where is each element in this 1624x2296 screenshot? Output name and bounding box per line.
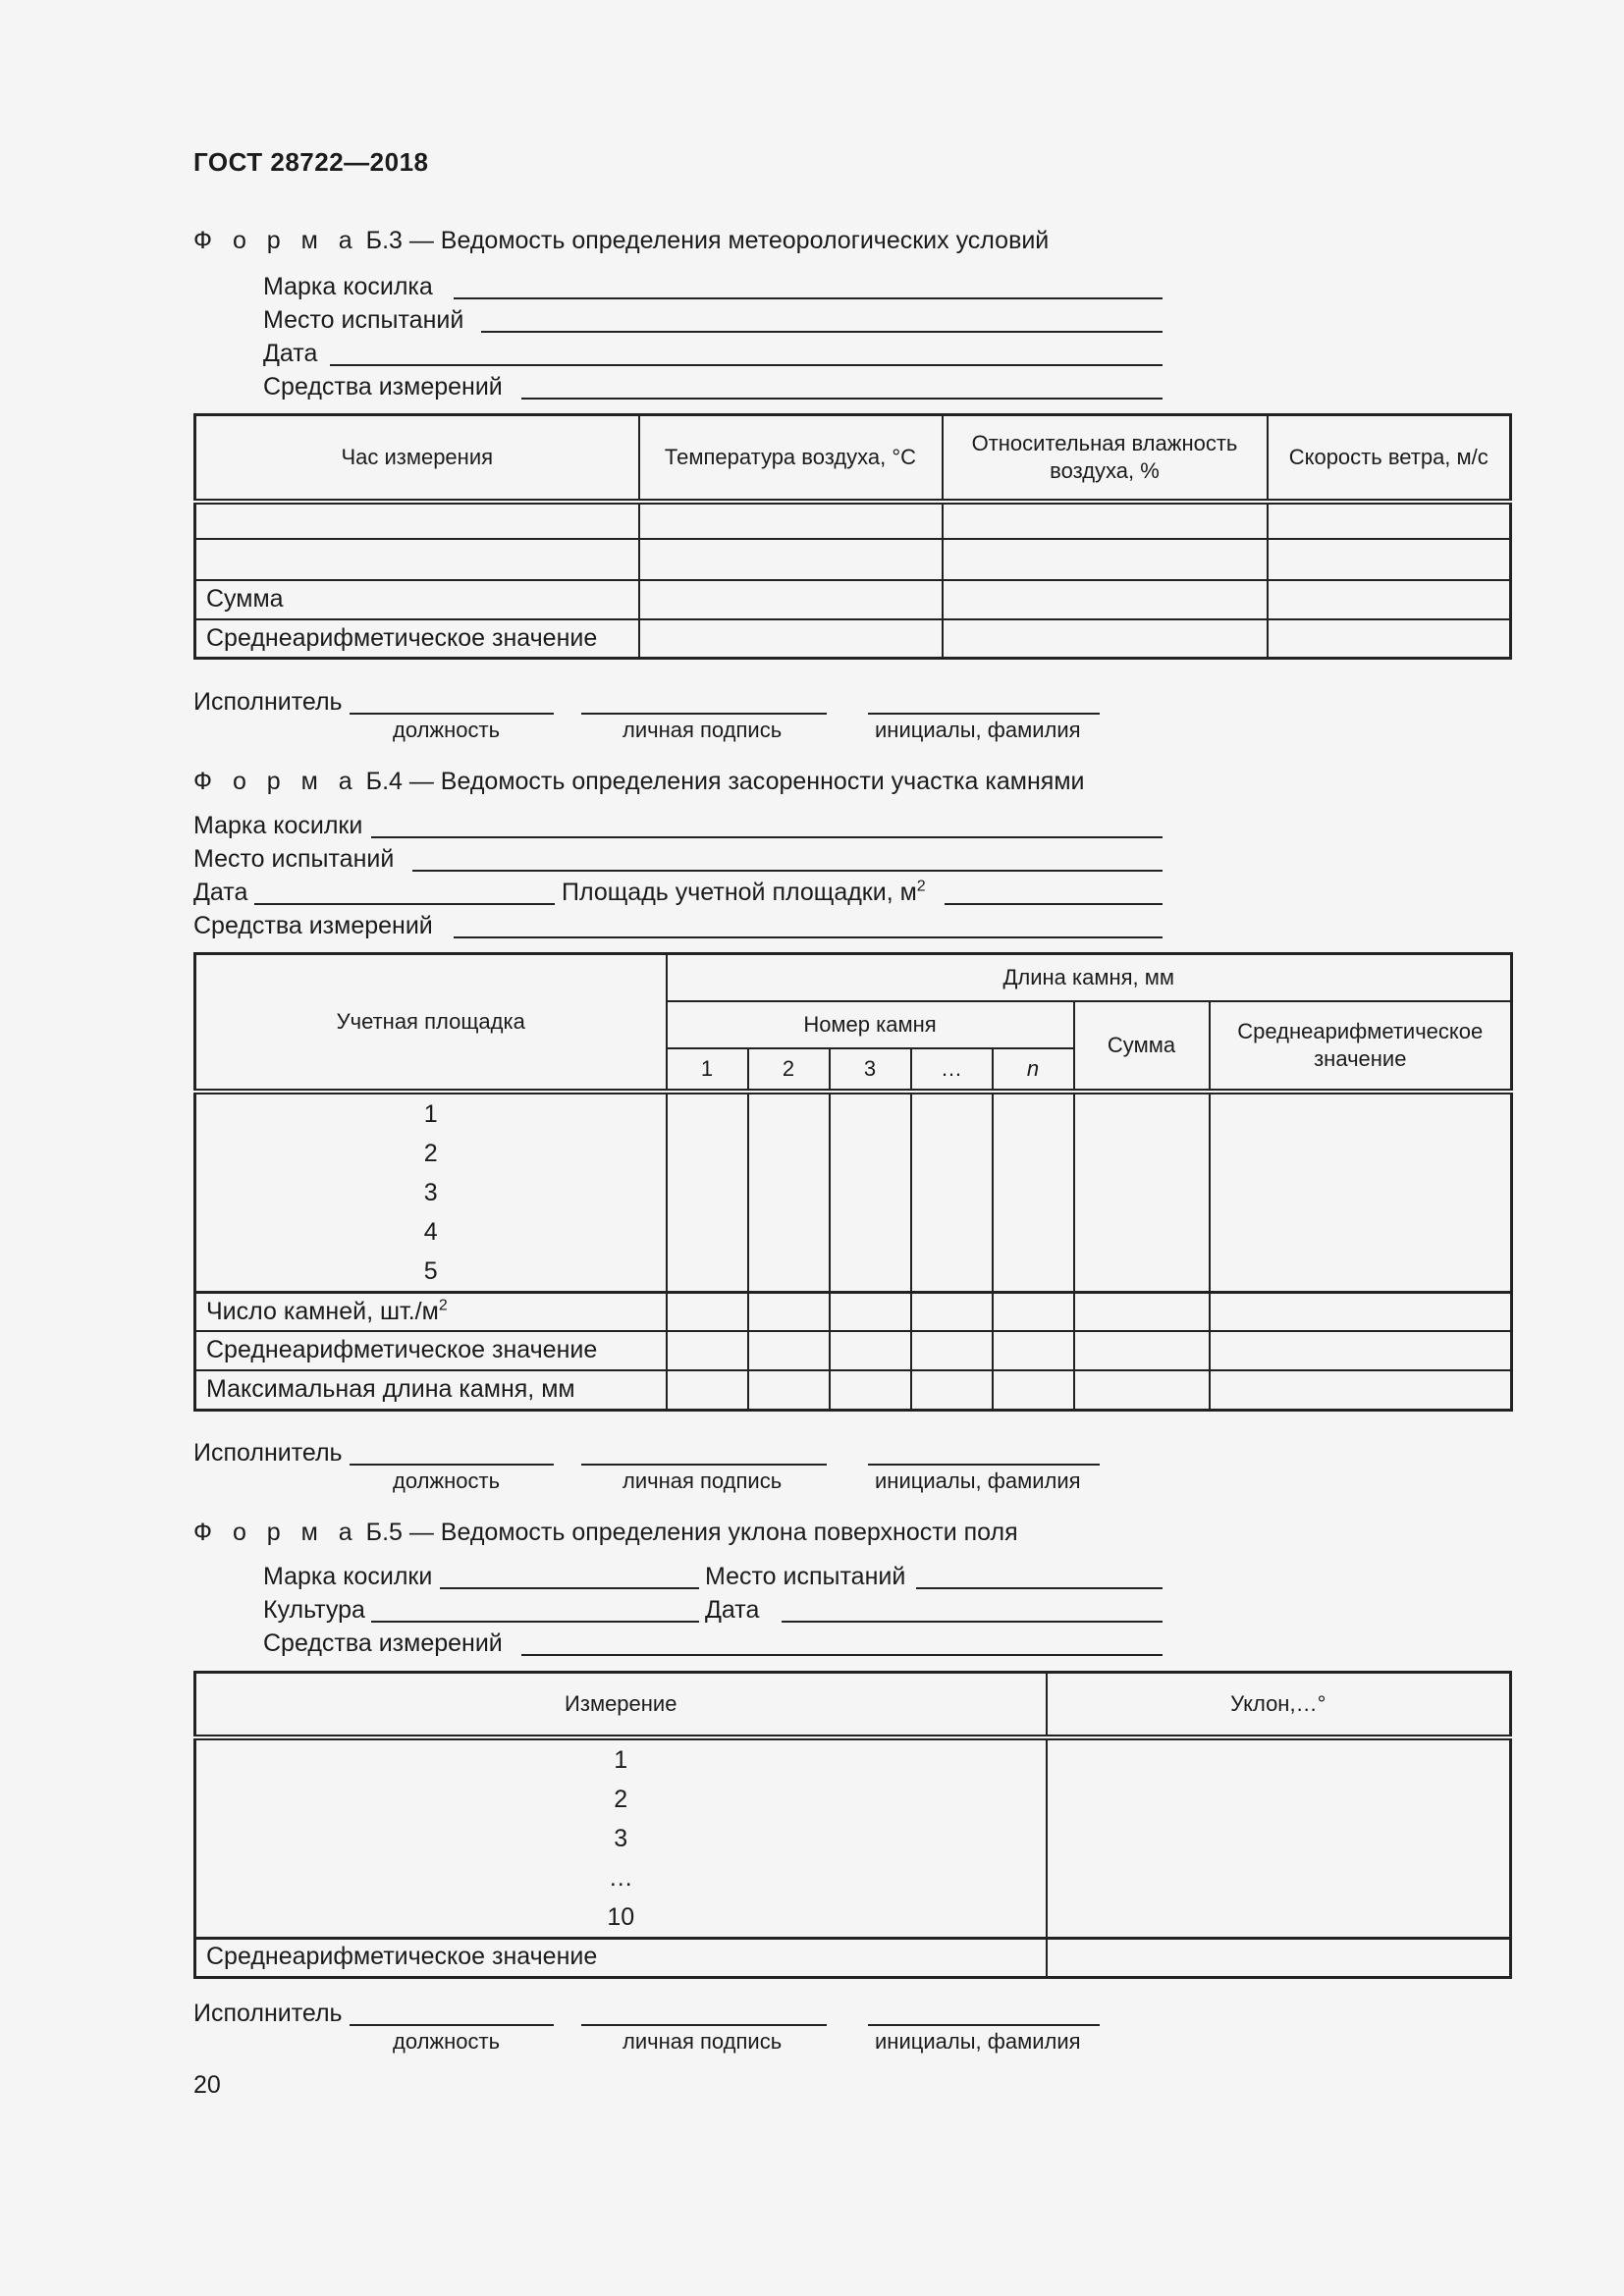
form-b4-brand-line[interactable] xyxy=(371,836,1163,838)
form-b5-brand-line[interactable] xyxy=(440,1587,699,1589)
form-b4-place-label: Место испытаний xyxy=(193,845,395,873)
plot-number: 3 xyxy=(423,1178,438,1206)
row-label-max: Максимальная длина камня, мм xyxy=(195,1370,667,1410)
measurement-list xyxy=(195,1737,1047,1939)
form-b5-culture-line[interactable] xyxy=(371,1621,699,1623)
table-row xyxy=(195,1331,1512,1370)
form-b5-table xyxy=(193,1671,1512,1979)
plot-list xyxy=(195,1092,667,1293)
col-header-slope: Уклон,…° xyxy=(1047,1673,1511,1737)
form-b4-table xyxy=(193,952,1513,1412)
measurement-number: 3 xyxy=(614,1824,628,1852)
col-header-wind: Скорость ветра, м/с xyxy=(1268,415,1511,502)
form-b4-title xyxy=(193,768,1084,796)
measurement-number: 2 xyxy=(614,1785,628,1813)
row-label-mean: Среднеарифметическое значение xyxy=(195,1331,667,1370)
caption-position: должность xyxy=(393,1468,501,1493)
row-label-count: Число камней, $шт./м^2$ xyxy=(195,1292,667,1331)
col-stone-n: n xyxy=(993,1048,1074,1092)
form-b5-brand-label: Марка косилки xyxy=(263,1563,433,1590)
table-row xyxy=(195,1938,1511,1977)
table-row xyxy=(195,1737,1511,1939)
executor-signature-line[interactable] xyxy=(581,2024,827,2026)
table-row xyxy=(195,580,1511,619)
table-row xyxy=(195,1292,1512,1331)
plot-number: 2 xyxy=(423,1139,438,1167)
row-label-mean: Среднеарифметическое значение xyxy=(195,1938,1047,1977)
form-b3-date-label: Дата xyxy=(263,340,318,367)
measurement-number: … xyxy=(608,1863,633,1892)
table-row xyxy=(195,539,1511,580)
executor-position-line[interactable] xyxy=(350,713,554,715)
col-header-humidity: Относительная влажность воздуха, % xyxy=(943,415,1268,502)
form-b3-date-line[interactable] xyxy=(330,364,1163,366)
caption-signature: личная подпись xyxy=(623,718,783,742)
table-row xyxy=(195,1092,1512,1293)
row-label-mean: Среднеарифметическое значение xyxy=(195,619,639,659)
measurement-number: 1 xyxy=(614,1745,628,1774)
col-header-hour: Час измерения xyxy=(195,415,639,502)
form-b4-title-prefix: Ф о р м а xyxy=(193,768,359,795)
caption-position: должность xyxy=(393,2029,501,2054)
executor-label: Исполнитель xyxy=(193,688,343,716)
form-b4-area-line[interactable] xyxy=(945,903,1163,905)
col-header-plot: Учетная площадка xyxy=(195,954,667,1092)
executor-name-line[interactable] xyxy=(868,1464,1100,1466)
col-header-stone-number: Номер камня xyxy=(667,1001,1074,1048)
form-b3-brand-line[interactable] xyxy=(454,297,1163,299)
table-row xyxy=(195,502,1511,539)
form-b3-title-prefix: Ф о р м а xyxy=(193,227,359,254)
form-b5-place-label: Место испытаний xyxy=(705,1563,906,1590)
plot-number: 5 xyxy=(423,1256,438,1285)
form-b5-title-prefix: Ф о р м а xyxy=(193,1519,359,1546)
form-b3-means-label: Средства измерений xyxy=(263,373,503,400)
form-b3-table xyxy=(193,413,1512,660)
col-stone-2: 2 xyxy=(748,1048,830,1092)
form-b5-title xyxy=(193,1519,1018,1547)
plot-number: 4 xyxy=(423,1217,438,1246)
executor-name-line[interactable] xyxy=(868,2024,1100,2026)
page-number: 20 xyxy=(193,2071,221,2099)
form-b5-culture-label: Культура xyxy=(263,1596,365,1624)
form-b3-means-line[interactable] xyxy=(521,398,1163,400)
col-stone-1: 1 xyxy=(667,1048,748,1092)
row-label-sum: Сумма xyxy=(195,580,639,619)
caption-name: инициалы, фамилия xyxy=(875,718,1081,742)
form-b4-means-line[interactable] xyxy=(454,936,1163,938)
executor-position-line[interactable] xyxy=(350,2024,554,2026)
table-row xyxy=(195,1370,1512,1410)
form-b3-brand-label: Марка косилка xyxy=(263,273,433,300)
form-b5-means-label: Средства измерений xyxy=(263,1629,503,1657)
table-row xyxy=(195,619,1511,659)
col-header-mean: Среднеарифметическое значение xyxy=(1210,1001,1512,1092)
form-b3-place-line[interactable] xyxy=(481,331,1163,333)
caption-signature: личная подпись xyxy=(623,2029,783,2054)
executor-signature-line[interactable] xyxy=(581,1464,827,1466)
form-b3-title-text: Б.3 — Ведомость определения метеорологических условий xyxy=(365,227,1050,254)
executor-label: Исполнитель xyxy=(193,1439,343,1467)
form-b5-date-line[interactable] xyxy=(782,1621,1163,1623)
caption-name: инициалы, фамилия xyxy=(875,2029,1081,2054)
form-b4-date-label: Дата xyxy=(193,879,248,906)
form-b5-means-line[interactable] xyxy=(521,1654,1163,1656)
executor-signature-line[interactable] xyxy=(581,713,827,715)
caption-position: должность xyxy=(393,718,501,742)
form-b4-area-label: Площадь учетной площадки, $м^2$ xyxy=(562,878,926,906)
form-b4-date-line[interactable] xyxy=(254,903,555,905)
form-b3-place-label: Место испытаний xyxy=(263,306,464,334)
form-b5-title-text: Б.5 — Ведомость определения уклона поверхности поля xyxy=(365,1519,1018,1546)
caption-name: инициалы, фамилия xyxy=(875,1468,1081,1493)
form-b5-date-label: Дата xyxy=(705,1596,760,1624)
col-header-measurement: Измерение xyxy=(195,1673,1047,1737)
executor-label: Исполнитель xyxy=(193,2000,343,2027)
document-code: ГОСТ 28722—2018 xyxy=(193,147,429,177)
form-b4-means-label: Средства измерений xyxy=(193,912,433,939)
col-header-stone-length: Длина камня, мм xyxy=(667,954,1512,1001)
measurement-number: 10 xyxy=(607,1902,635,1931)
executor-position-line[interactable] xyxy=(350,1464,554,1466)
col-header-temperature: Температура воздуха, °С xyxy=(639,415,943,502)
form-b4-place-line[interactable] xyxy=(412,870,1163,872)
form-b5-place-line[interactable] xyxy=(916,1587,1163,1589)
form-b4-title-text: Б.4 — Ведомость определения засоренности участка камнями xyxy=(365,768,1085,795)
col-stone-ellipsis: … xyxy=(911,1048,993,1092)
caption-signature: личная подпись xyxy=(623,1468,783,1493)
col-header-sum: Сумма xyxy=(1074,1001,1210,1092)
form-b4-brand-label: Марка косилки xyxy=(193,812,363,839)
col-stone-3: 3 xyxy=(830,1048,911,1092)
plot-number: 1 xyxy=(423,1099,438,1128)
form-b3-title xyxy=(193,227,1049,255)
executor-name-line[interactable] xyxy=(868,713,1100,715)
